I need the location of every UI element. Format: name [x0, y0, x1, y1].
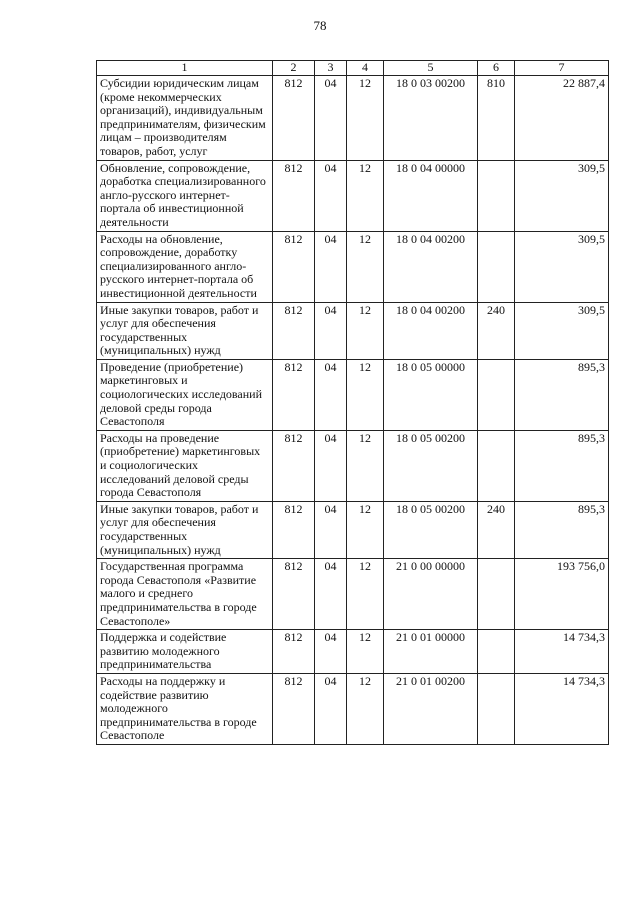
- header-col-7: 7: [515, 61, 609, 76]
- cell-code-section: 04: [315, 76, 347, 161]
- cell-code-expense: 240: [478, 501, 515, 558]
- cell-name: Иные закупки товаров, работ и услуг для обеспечения государственных (муниципальных) нужд: [97, 302, 273, 359]
- cell-code-target: 18 0 04 00200: [384, 231, 478, 302]
- cell-code-subsection: 12: [347, 231, 384, 302]
- table-row: [97, 630, 609, 674]
- cell-code-target: 21 0 00 00000: [384, 559, 478, 630]
- cell-amount: 895,3: [515, 501, 609, 558]
- cell-code-subsection: 12: [347, 160, 384, 231]
- cell-name: Поддержка и содействие развитию молодежного предпринимательства: [97, 630, 273, 674]
- cell-code-subsection: 12: [347, 76, 384, 161]
- cell-code-target: 18 0 05 00200: [384, 430, 478, 501]
- header-col-2: 2: [273, 61, 315, 76]
- cell-code-ministry: 812: [273, 160, 315, 231]
- cell-code-expense: [478, 559, 515, 630]
- header-col-5: 5: [384, 61, 478, 76]
- cell-code-subsection: 12: [347, 302, 384, 359]
- cell-amount: 14 734,3: [515, 630, 609, 674]
- cell-code-section: 04: [315, 559, 347, 630]
- cell-code-target: 18 0 03 00200: [384, 76, 478, 161]
- table-row: [97, 673, 609, 744]
- cell-amount: 309,5: [515, 302, 609, 359]
- cell-code-target: 18 0 05 00000: [384, 359, 478, 430]
- table-row: [97, 160, 609, 231]
- cell-name: Проведение (приобретение) маркетинговых и социологических исследований деловой среды города Севастополя: [97, 359, 273, 430]
- header-row: [97, 61, 609, 76]
- page-number: 78: [313, 18, 327, 33]
- cell-code-target: 18 0 04 00200: [384, 302, 478, 359]
- cell-code-expense: [478, 673, 515, 744]
- cell-code-expense: 240: [478, 302, 515, 359]
- cell-amount: 309,5: [515, 160, 609, 231]
- cell-amount: 895,3: [515, 430, 609, 501]
- cell-name: Расходы на обновление, сопровождение, доработку специализированного англо-русского интернет-портала об инвестиционной деятельности: [97, 231, 273, 302]
- cell-code-ministry: 812: [273, 302, 315, 359]
- cell-code-section: 04: [315, 430, 347, 501]
- cell-code-expense: [478, 430, 515, 501]
- cell-code-section: 04: [315, 630, 347, 674]
- cell-code-ministry: 812: [273, 673, 315, 744]
- cell-name: Субсидии юридическим лицам (кроме некоммерческих организаций), индивидуальным предпринимателям, физическим лицам – производителям товаров, работ, услуг: [97, 76, 273, 161]
- cell-code-section: 04: [315, 302, 347, 359]
- table-row: [97, 501, 609, 558]
- cell-code-expense: 810: [478, 76, 515, 161]
- header-col-1: 1: [97, 61, 273, 76]
- cell-code-section: 04: [315, 501, 347, 558]
- cell-name: Государственная программа города Севастополя «Развитие малого и среднего предпринимательства в городе Севастополе»: [97, 559, 273, 630]
- cell-name: Иные закупки товаров, работ и услуг для обеспечения государственных (муниципальных) нужд: [97, 501, 273, 558]
- cell-code-section: 04: [315, 231, 347, 302]
- cell-code-subsection: 12: [347, 359, 384, 430]
- cell-code-subsection: 12: [347, 673, 384, 744]
- cell-code-subsection: 12: [347, 501, 384, 558]
- cell-code-ministry: 812: [273, 76, 315, 161]
- table-row: [97, 559, 609, 630]
- table-row: [97, 231, 609, 302]
- cell-amount: 14 734,3: [515, 673, 609, 744]
- budget-table: [96, 60, 609, 745]
- table-row: [97, 302, 609, 359]
- cell-code-ministry: 812: [273, 359, 315, 430]
- cell-code-ministry: 812: [273, 630, 315, 674]
- cell-code-subsection: 12: [347, 630, 384, 674]
- cell-code-section: 04: [315, 160, 347, 231]
- table-row: [97, 359, 609, 430]
- cell-amount: 22 887,4: [515, 76, 609, 161]
- cell-code-subsection: 12: [347, 430, 384, 501]
- header-col-4: 4: [347, 61, 384, 76]
- cell-code-expense: [478, 160, 515, 231]
- header-col-6: 6: [478, 61, 515, 76]
- cell-code-section: 04: [315, 359, 347, 430]
- table-row: [97, 76, 609, 161]
- cell-code-target: 18 0 04 00000: [384, 160, 478, 231]
- cell-amount: 193 756,0: [515, 559, 609, 630]
- cell-name: Расходы на проведение (приобретение) маркетинговых и социологических исследований деловой среды города Севастополя: [97, 430, 273, 501]
- cell-code-ministry: 812: [273, 559, 315, 630]
- cell-code-ministry: 812: [273, 231, 315, 302]
- cell-amount: 309,5: [515, 231, 609, 302]
- header-col-3: 3: [315, 61, 347, 76]
- cell-amount: 895,3: [515, 359, 609, 430]
- cell-code-ministry: 812: [273, 501, 315, 558]
- cell-code-expense: [478, 359, 515, 430]
- cell-name: Обновление, сопровождение, доработка специализированного англо-русского интернет-портала об инвестиционной деятельности: [97, 160, 273, 231]
- cell-code-ministry: 812: [273, 430, 315, 501]
- cell-code-expense: [478, 630, 515, 674]
- cell-code-target: 21 0 01 00200: [384, 673, 478, 744]
- table-row: [97, 430, 609, 501]
- cell-code-target: 18 0 05 00200: [384, 501, 478, 558]
- cell-code-expense: [478, 231, 515, 302]
- cell-name: Расходы на поддержку и содействие развитию молодежного предпринимательства в городе Севастополе: [97, 673, 273, 744]
- cell-code-subsection: 12: [347, 559, 384, 630]
- cell-code-target: 21 0 01 00000: [384, 630, 478, 674]
- cell-code-section: 04: [315, 673, 347, 744]
